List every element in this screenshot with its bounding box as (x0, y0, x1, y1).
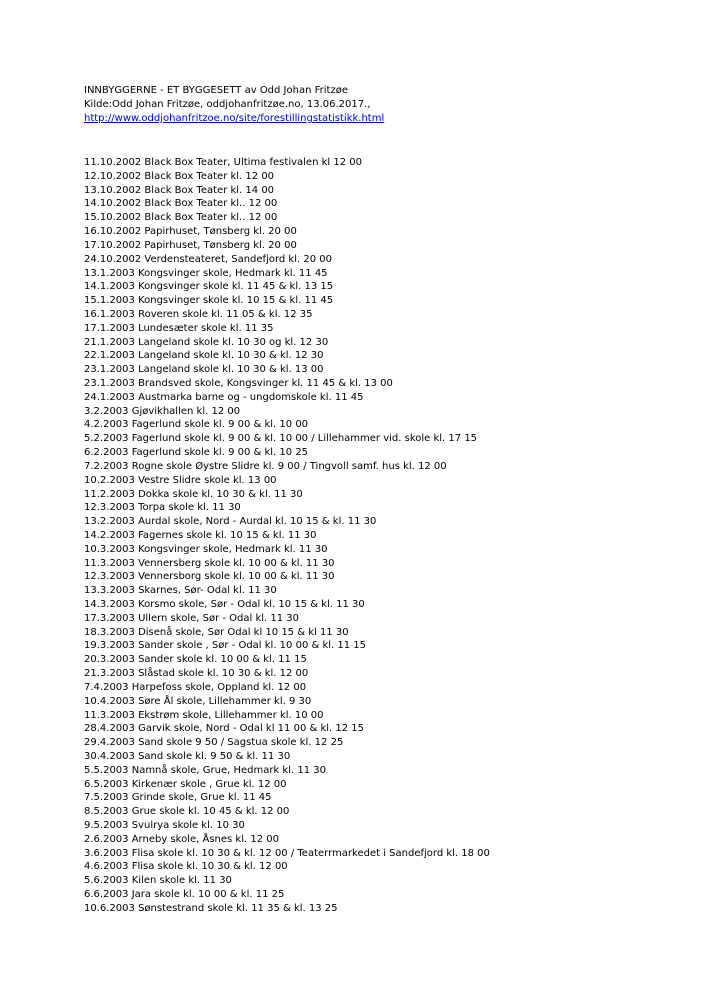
list-item: 13.2.2003 Aurdal skole, Nord - Aurdal kl. 10 15 & kl. 11 30 (84, 516, 377, 528)
list-item: 16.10.2002 Papirhuset, Tønsberg kl. 20 00 (84, 226, 297, 238)
list-item: 4.2.2003 Fagerlund skole kl. 9 00 & kl. 10 00 (84, 419, 309, 431)
list-item: 5.2.2003 Fagerlund skole kl. 9 00 & kl. 10 00 / Lillehammer vid. skole kl. 17 15 (84, 433, 478, 445)
list-item: 10.2.2003 Vestre Slidre skole kl. 13 00 (84, 474, 277, 486)
list-item: 28.4.2003 Garvik skole, Nord - Odal kl 11 00 & kl. 12 15 (84, 723, 365, 735)
list-item: 29.4.2003 Sand skole 9 50 / Sagstua skole kl. 12 25 (84, 737, 344, 749)
list-item: 7.4.2003 Harpefoss skole, Oppland kl. 12 00 (84, 681, 307, 693)
list-item: 24.10.2002 Verdensteateret, Sandefjord kl. 20 00 (84, 253, 332, 265)
list-item: 13.10.2002 Black Box Teater kl. 14 00 (84, 184, 275, 196)
list-item: 21.1.2003 Langeland skole kl. 10 30 og kl. 12 30 (84, 336, 329, 348)
list-item: 14.1.2003 Kongsvinger skole kl. 11 45 & kl. 13 15 (84, 281, 334, 293)
list-item: 12.3.2003 Vennersborg skole kl. 10 00 & kl. 11 30 (84, 571, 335, 583)
list-item: 12.3.2003 Torpa skole kl. 11 30 (84, 502, 241, 514)
list-item: 13.1.2003 Kongsvinger skole, Hedmark kl. 11 45 (84, 267, 328, 279)
list-item: 9.5.2003 Svulrya skole kl. 10 30 (84, 820, 245, 831)
list-item: 15.1.2003 Kongsvinger skole kl. 10 15 & kl. 11 45 (84, 295, 334, 307)
list-item: 12.10.2002 Black Box Teater kl. 12 00 (84, 170, 275, 182)
list-item: 20.3.2003 Sander skole kl. 10 00 & kl. 11 15 (84, 654, 307, 666)
list-item: 6.5.2003 Kirkenær skole , Grue kl. 12 00 (84, 778, 287, 790)
list-item: 3.2.2003 Gjøvikhallen kl. 12 00 (84, 405, 241, 417)
list-item: 11.3.2003 Ekstrøm skole, Lillehammer kl. 10 00 (84, 709, 324, 721)
list-item: 17.3.2003 Ullern skole, Sør - Odal kl. 11 30 (84, 612, 300, 624)
list-item: 23.1.2003 Brandsved skole, Kongsvinger kl. 11 45 & kl. 13 00 (84, 378, 393, 389)
list-item: 6.6.2003 Jara skole kl. 10 00 & kl. 11 25 (84, 889, 285, 901)
list-item: 6.2.2003 Fagerlund skole kl. 9 00 & kl. 10 25 (84, 447, 309, 459)
list-item: 14.10.2002 Black Box Teater kl.. 12 00 (84, 198, 278, 210)
list-item: 14.3.2003 Korsmo skole, Sør - Odal kl. 10 15 & kl. 11 30 (84, 599, 365, 610)
document-title: INNBYGGERNE - ET BYGGESETT av Odd Johan Fritzøe (84, 85, 348, 96)
list-item: 21.3.2003 Slåstad skole kl. 10 30 & kl. 12 00 (84, 668, 309, 680)
list-item: 16.1.2003 Roveren skole kl. 11 05 & kl. 12 35 (84, 308, 313, 320)
list-item: 15.10.2002 Black Box Teater kl.. 12 00 (84, 212, 278, 224)
list-item: 4.6.2003 Flisa skole kl. 10 30 & kl. 12 00 (84, 861, 288, 873)
list-item: 10.3.2003 Kongsvinger skole, Hedmark kl. 11 30 (84, 543, 328, 555)
list-item: 17.1.2003 Lundesæter skole kl. 11 35 (84, 322, 274, 334)
list-item: 8.5.2003 Grue skole kl. 10 45 & kl. 12 00 (84, 806, 290, 818)
source-link[interactable]: http://www.oddjohanfritzoe.no/site/forestillingstatistikk.html (84, 113, 385, 124)
document-header (84, 84, 384, 126)
list-item: 11.2.2003 Dokka skole kl. 10 30 & kl. 11 30 (84, 488, 303, 500)
list-item: 11.3.2003 Vennersberg skole kl. 10 00 & kl. 11 30 (84, 557, 335, 569)
list-item: 5.6.2003 Kilen skole kl. 11 30 (84, 875, 232, 887)
source-line: Kilde:Odd Johan Fritzøe, oddjohanfritzøe.no, 13.06.2017., (84, 99, 371, 110)
source-link-line (84, 112, 384, 126)
list-item: 5.5.2003 Namnå skole, Grue, Hedmark kl. 11 30 (84, 764, 326, 776)
list-item: 10.4.2003 Søre Ål skole, Lillehammer kl. 9 30 (84, 695, 312, 707)
list-item: 22.1.2003 Langeland skole kl. 10 30 & kl. 12 30 (84, 350, 324, 362)
list-item: 23.1.2003 Langeland skole kl. 10 30 & kl. 13 00 (84, 364, 324, 376)
list-item: 18.3.2003 Disenå skole, Sør Odal kl 10 15 & kl 11 30 (84, 626, 349, 638)
list-item: 24.1.2003 Austmarka barne og - ungdomskole kl. 11 45 (84, 391, 364, 403)
list-item: 30.4.2003 Sand skole kl. 9 50 & kl. 11 30 (84, 750, 291, 762)
list-item: 7.5.2003 Grinde skole, Grue kl. 11 45 (84, 792, 272, 804)
list-item: 17.10.2002 Papirhuset, Tønsberg kl. 20 00 (84, 239, 297, 251)
list-item: 7.2.2003 Rogne skole Øystre Slidre kl. 9 00 / Tingvoll samf. hus kl. 12 00 (84, 460, 447, 472)
list-item: 2.6.2003 Arneby skole, Åsnes kl. 12 00 (84, 833, 279, 845)
list-item: 19.3.2003 Sander skole , Sør - Odal kl. 10 00 & kl. 11 15 (84, 640, 367, 652)
list-item: 14.2.2003 Fagernes skole kl. 10 15 & kl. 11 30 (84, 529, 317, 541)
list-item: 11.10.2002 Black Box Teater, Ultima festivalen kl 12 00 (84, 157, 362, 168)
list-item: 13.3.2003 Skarnes, Sør- Odal kl. 11 30 (84, 585, 277, 597)
list-item: 10.6.2003 Sønstestrand skole kl. 11 35 & kl. 13 25 (84, 902, 338, 914)
performance-list (84, 156, 490, 916)
list-item: 3.6.2003 Flisa skole kl. 10 30 & kl. 12 00 / Teaterrmarkedet i Sandefjord kl. 18 00 (84, 847, 490, 859)
